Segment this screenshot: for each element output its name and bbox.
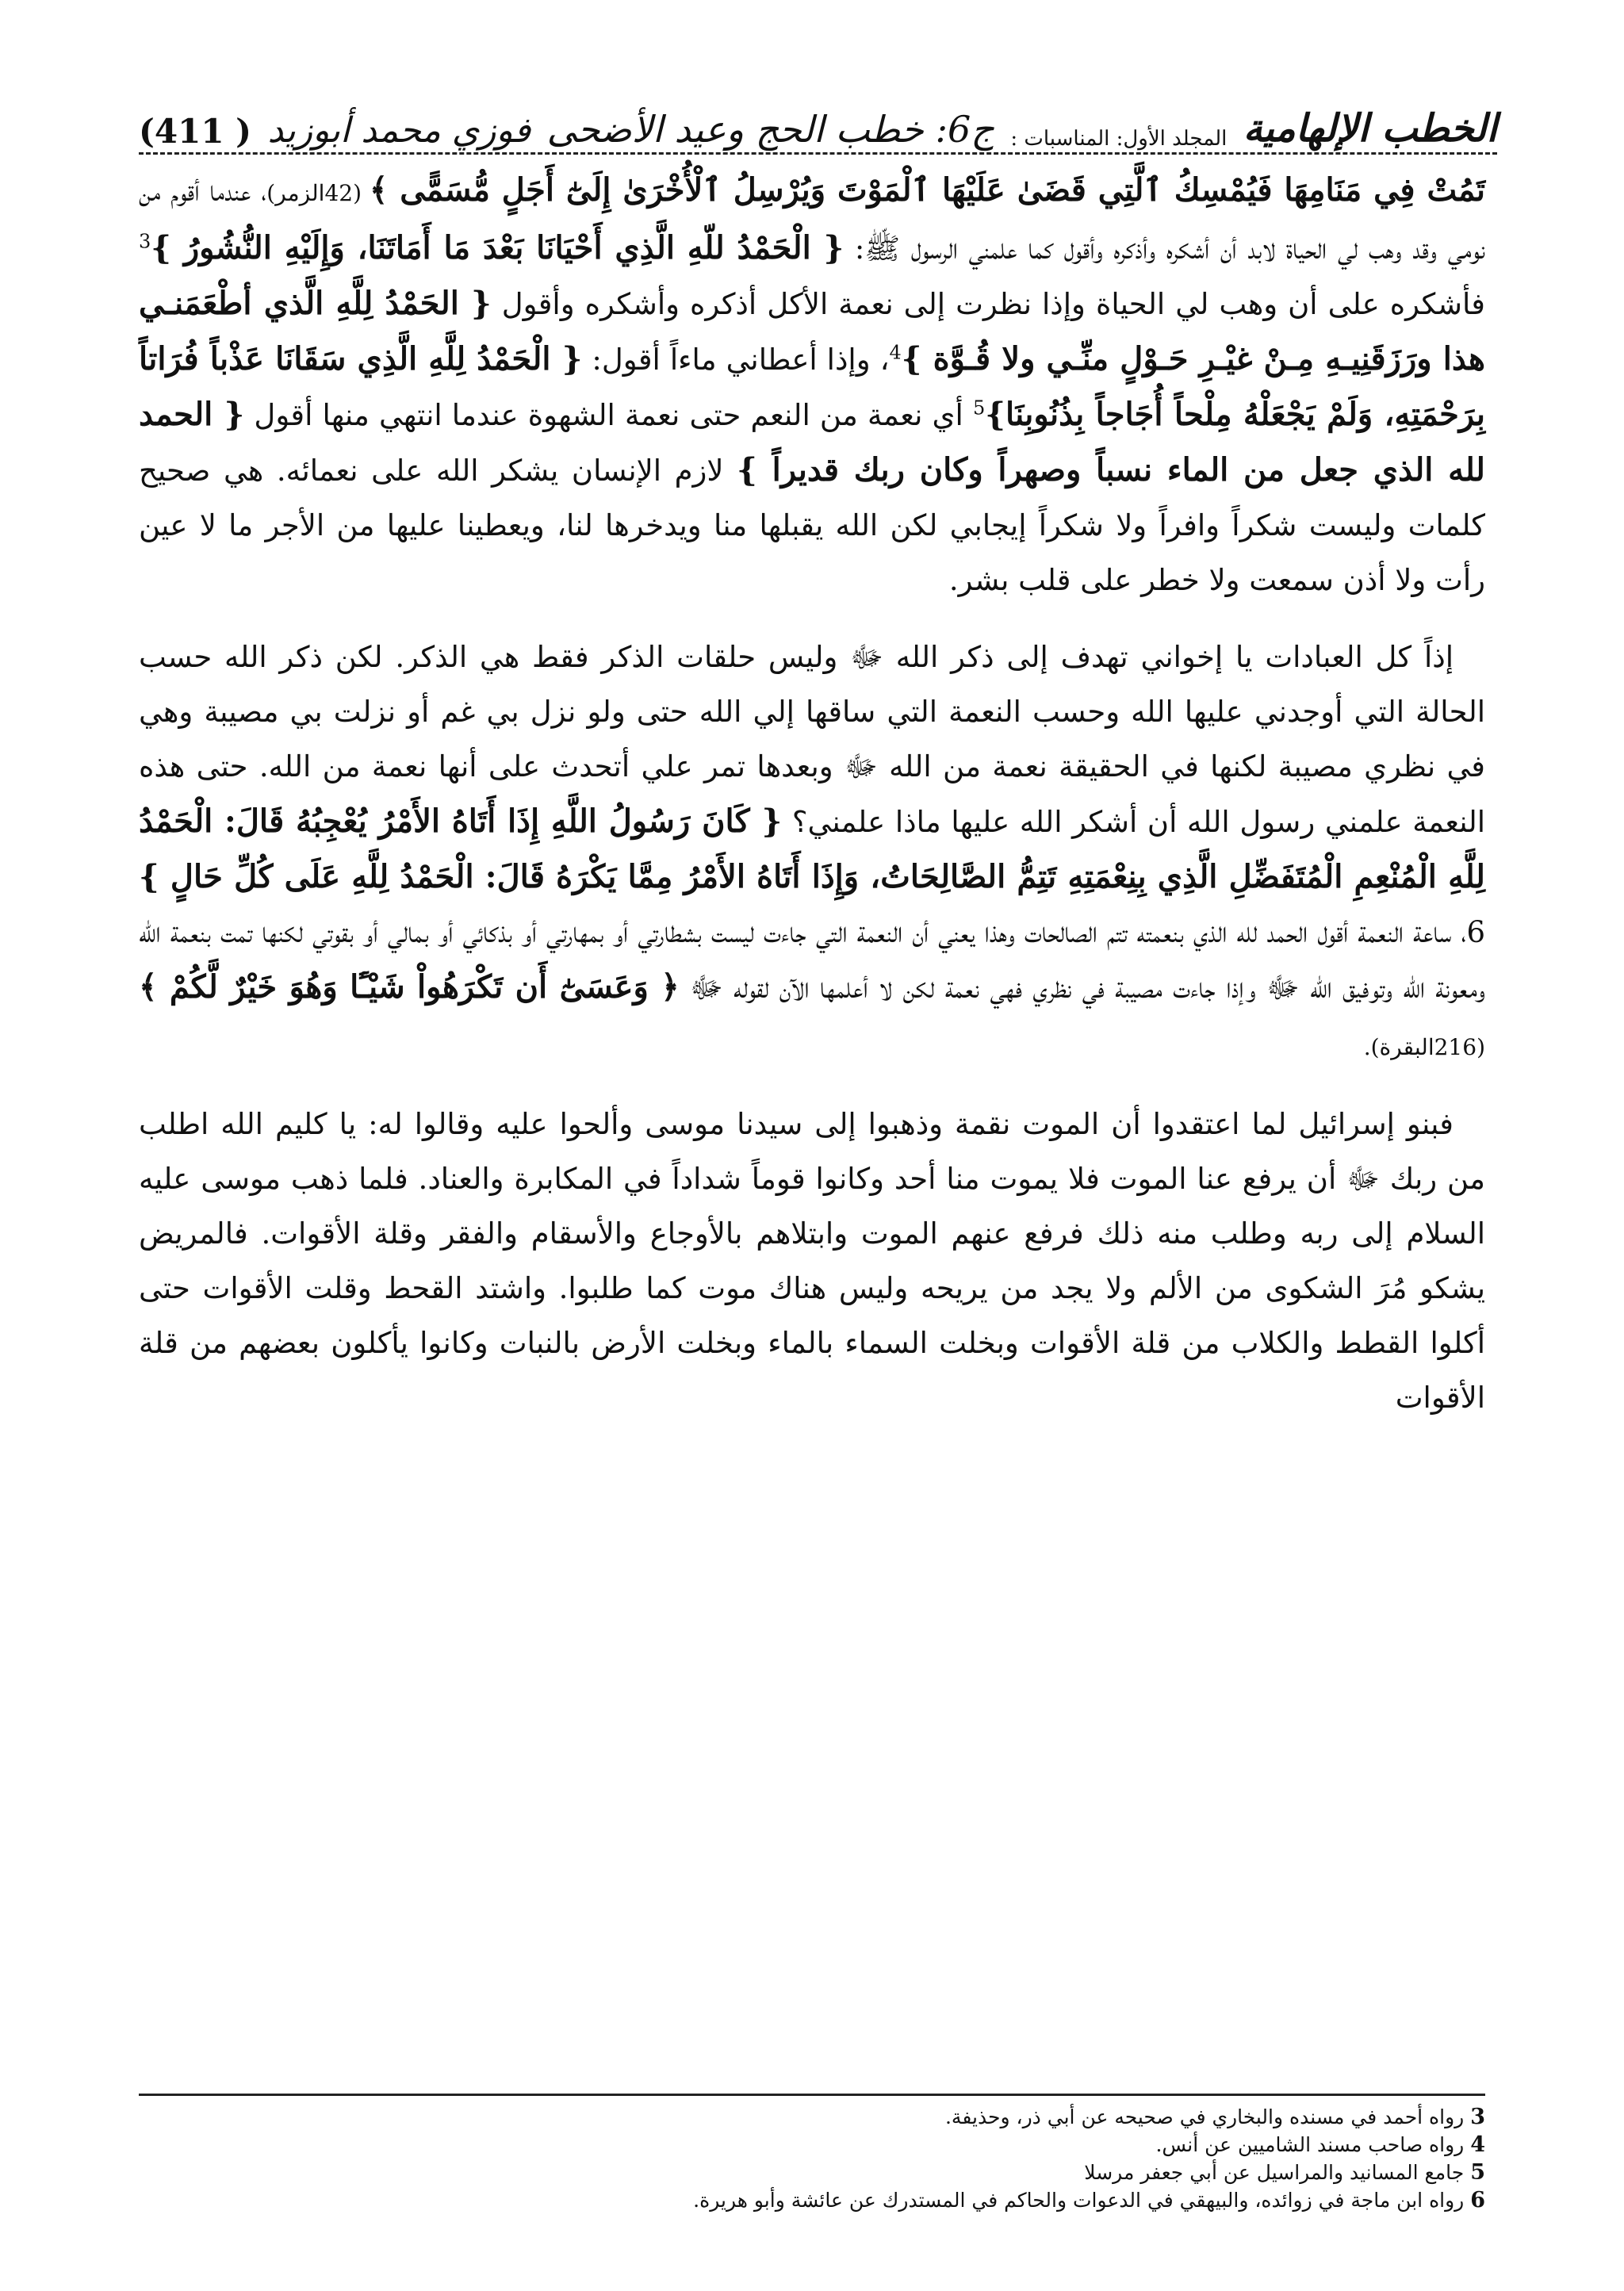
quotation: { الْحَمْدُ للّهِ الَّذِي أَحْيَانَا بَعْدَ مَا أَمَاتَنَا، وَإِلَيْهِ النُّشُورُ } bbox=[151, 229, 845, 266]
paragraph bbox=[139, 1097, 1485, 1425]
footnote-item bbox=[139, 2186, 1485, 2214]
text-run: ، عندما أقوم من نومي وقد وهب لي الحياة لابد أن أشكره وأذكره وأقول كما علمني الرسول ﷺ: bbox=[139, 174, 1485, 266]
footnote-ref: 3 bbox=[139, 230, 151, 253]
footnote-text: رواه ابن ماجة في زوائده، والبيهقي في الدعوات والحاكم في المستدرك عن عائشة وأبو هريرة. bbox=[693, 2189, 1471, 2212]
book-title: الخطب الإلهامية bbox=[1243, 106, 1497, 151]
quotation: ﴿ وَعَسَىٰٓ أَن تَكْرَهُواْ شَيْـًٔا وَهُوَ خَيْرٌ لَّكُمْ ﴾ bbox=[139, 968, 680, 1006]
footnote-item bbox=[139, 2159, 1485, 2186]
volume-label: المجلد الأول: المناسبات : bbox=[1010, 127, 1228, 151]
text-run: 6، ساعة النعمة أقول الحمد لله الذي بنعمته تتم الصالحات وهذا يعني أن النعمة التي جاءت ليست بشطارتي أو بمهارتي أو بذكائي أو بمالي أو بقوتي لكنها تمت بنعمة الله ومعونة الله وتوفيق الله ﷻ وإذا جاءت مصيبة في نظري فهي نعمة لكن لا أعلمها الآن لقوله ﷻ bbox=[139, 915, 1486, 1005]
quotation: { كَانَ رَسُولُ اللَّهِ إِذَا أَتَاهُ الأَمْرُ يُعْجِبُهُ قَالَ: الْحَمْدُ لِلَّهِ الْمُنْعِمِ الْمُتَفَضِّلِ الَّذِي بِنِعْمَتِهِ تَتِمُّ الصَّالِحَاتُ، وَإِذَا أَتَاهُ الأَمْرُ مِمَّا يَكْرَهُ قَالَ: الْحَمْدُ لِلَّهِ عَلَى كُلِّ حَالٍ } bbox=[139, 803, 1485, 895]
footnote-number: 3 bbox=[1470, 2105, 1485, 2129]
footnote-text: رواه صاحب مسند الشاميين عن أنس. bbox=[1155, 2133, 1471, 2156]
header-divider bbox=[139, 152, 1497, 155]
text-run: أي نعمة من النعم حتى نعمة الشهوة عندما انتهي منها أقول bbox=[244, 398, 973, 432]
page-number: (411 ) bbox=[139, 112, 252, 151]
chapter-title: ج6: خطب الحج وعيد الأضحى bbox=[546, 108, 994, 151]
paragraph bbox=[139, 630, 1485, 1075]
citation: (216البقرة). bbox=[1363, 1034, 1485, 1060]
footnote-text: رواه أحمد في مسنده والبخاري في صحيحه عن أبي ذر، وحذيفة. bbox=[944, 2105, 1471, 2128]
text-run: إذاً كل العبادات يا إخواني تهدف إلى ذكر الله ﷻ وليس حلقات الذكر فقط هي الذكر. لكن ذكر الله حسب الحالة التي أوجدني عليها الله وحسب النعمة التي ساقها إلي الله حتى ولو نزل بي غم أو نزلت بي مصيبة وهي في نظري مصيبة لكنها في الحقيقة نعمة من الله ﷻ وبعدها تمر علي أتحدث على أنها نعمة من الله. حتى هذه النعمة علمني رسول الله أن أشكر الله عليها ماذا علمني؟ bbox=[139, 640, 1485, 839]
text-run: ، وإذا أعطاني ماءاً أقول: bbox=[582, 343, 890, 377]
footnote-ref: 5 bbox=[972, 397, 986, 420]
quotation: { الحمد لله الذي جعل من الماء نسباً وصهراً وكان ربك قديراً } bbox=[139, 396, 1485, 488]
footnote-divider bbox=[139, 2094, 1485, 2096]
paragraph bbox=[139, 163, 1485, 607]
footnotes bbox=[139, 2103, 1485, 2214]
quotation: تَمُتْ فِي مَنَامِهَا فَيُمْسِكُ ٱلَّتِي قَضَىٰ عَلَيْهَا ٱلْمَوْتَ وَيُرْسِلُ ٱلْأُخْرَىٰ إِلَىٰٓ أَجَلٍ مُّسَمًّى ﴾ bbox=[369, 171, 1485, 209]
author-name: فوزي محمد أبوزيد bbox=[267, 110, 531, 151]
text-run: فبنو إسرائيل لما اعتقدوا أن الموت نقمة وذهبوا إلى سيدنا موسى وألحوا عليه وقالوا له: يا كليم الله اطلب من ربك ﷻ أن يرفع عنا الموت فلا يموت منا أحد وكانوا قوماً شداداً في المكابرة والعناد. فلما ذهب موسى عليه السلام إلى ربه وطلب منه ذلك فرفع عنهم الموت وابتلاهم بالأوجاع والأسقام والفقر وقلة الأقوات. فالمريض يشكو مُرَ الشكوى من الألم ولا يجد من يريحه وليس هناك موت كما طلبوا. واشتد القحط وقلت الأقوات حتى أكلوا القطط والكلاب من قلة الأقوات وبخلت السماء بالماء وبخلت الأرض بالنبات وكانوا يأكلون بعضهم من قلة الأقوات bbox=[139, 1107, 1485, 1415]
footnote-item bbox=[139, 2131, 1485, 2159]
quotation: { الْحَمْدُ لِلَّهِ الَّذِي سَقَانَا عَذْباً فُرَاتاً بِرَحْمَتِهِ، وَلَمْ يَجْعَلْهُ مِلْحاً أُجَاجاً بِذُنُوبِنَا} bbox=[139, 340, 1485, 433]
footnote-ref: 4 bbox=[889, 341, 902, 364]
running-header bbox=[139, 87, 1497, 151]
footnote-number: 6 bbox=[1470, 2188, 1485, 2212]
footnote-text: جامع المسانيد والمراسيل عن أبي جعفر مرسلا bbox=[1084, 2161, 1471, 2184]
footnote-number: 5 bbox=[1470, 2160, 1485, 2185]
body-text bbox=[139, 163, 1485, 1447]
text-run: فأشكره على أن وهب لي الحياة وإذا نظرت إلى نعمة الأكل أذكره وأشكره وأقول bbox=[491, 287, 1485, 321]
citation: (42الزمر) bbox=[266, 180, 370, 206]
text-run: لازم الإنسان يشكر الله على نعمائه. هي صحيح كلمات وليست شكراً وافراً ولا شكراً إيجابي لكن الله يقبلها منا ويدخرها لنا، ويعطينا عليها من الأجر ما لا عين رأت ولا أذن سمعت ولا خطر على قلب بشر. bbox=[139, 454, 1485, 597]
footnote-number: 4 bbox=[1470, 2132, 1485, 2157]
footnote-item bbox=[139, 2103, 1485, 2131]
quotation: { الحَمْدُ لِلَّهِ الَّذي أطْعَمَنـي هذا ورَزَقَنِيـهِ مِـنْ غيْـرِ حَـوْلٍ منِّـي ولا قُـوَّة } bbox=[139, 285, 1485, 377]
